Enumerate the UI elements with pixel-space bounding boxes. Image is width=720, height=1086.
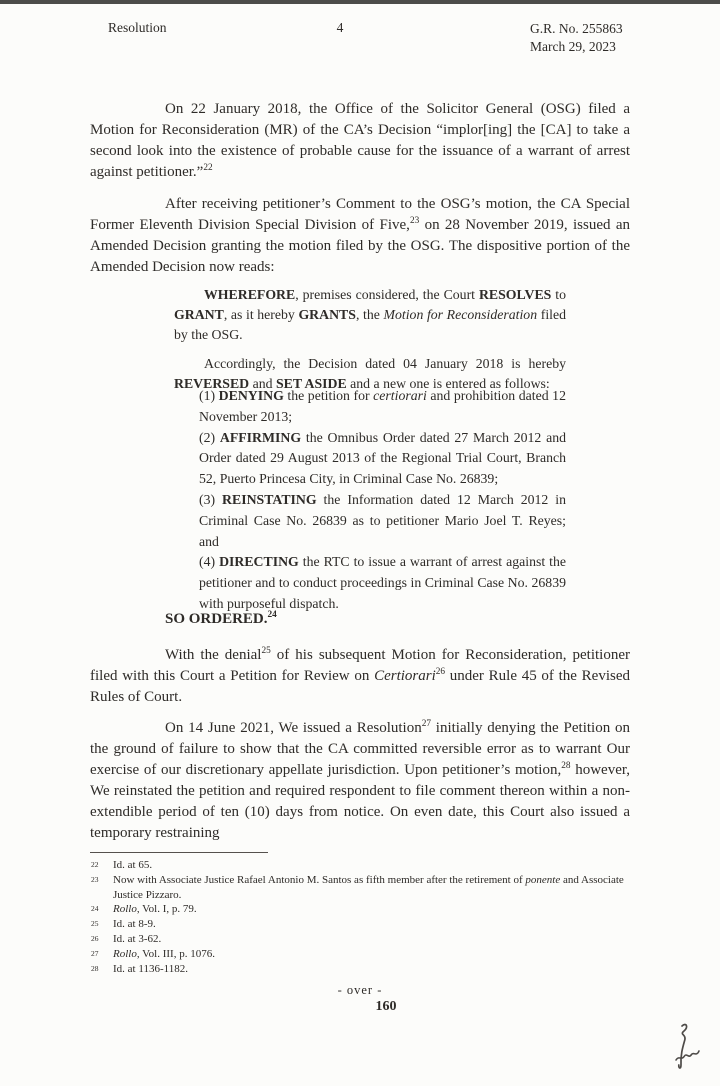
footnote-text: Id. at 8-9. <box>113 918 156 931</box>
footnote-row <box>90 932 650 947</box>
footnote-row <box>90 962 650 977</box>
header-case-number: G.R. No. 255863 <box>530 21 623 36</box>
page-footer <box>0 983 720 1015</box>
footnote-row <box>90 873 650 903</box>
footnote-text: Id. at 1136-1182. <box>113 962 188 975</box>
footnote-text: Id. at 3-62. <box>113 932 162 945</box>
over-label: - over - <box>337 983 383 997</box>
footnote-number: 23 <box>91 874 99 884</box>
footnote-text: Id. at 65. <box>113 859 153 871</box>
footnote-number: 22 <box>91 860 99 869</box>
paragraph-osg-motion: On 22 January 2018, the Office of the Solicitor General (OSG) filed a Motion for Reconsideration (MR) of the CA’s Decision “implor[ing] the [CA] to take a second look into the existence of probable cause for the issuance of a warrant of arrest against petitioner.”$^{22}$ <box>90 101 630 180</box>
signature-scribble-icon <box>666 1020 702 1081</box>
list-item: (4) DIRECTING the RTC to issue a warrant of arrest against the petitioner and to conduct proceedings in Criminal Case No. 26839 with purposeful dispatch. <box>199 554 566 611</box>
footer-page-ref: 160 <box>375 999 397 1014</box>
footnotes-block <box>90 858 650 976</box>
header-page-number: 4 <box>336 20 344 35</box>
list-item: (2) AFFIRMING the Omnibus Order dated 27 March 2012 and Order dated 29 August 2013 of the Regional Trial Court, Branch 52, Puerto Princesa City, in Criminal Case No. 26839; <box>199 429 566 487</box>
footnote-number: 25 <box>91 919 99 929</box>
list-item: (3) REINSTATING the Information dated 12 March 2012 in Criminal Case No. 26839 as to petitioner Mario Joel T. Reyes; and <box>199 491 566 549</box>
scan-edge-artifact <box>0 0 720 4</box>
footnote-number: 24 <box>91 904 99 914</box>
quote-wherefore: WHEREFORE, premises considered, the Court RESOLVES to GRANT, as it hereby GRANTS, the Motion for Reconsideration filed by the OSG. <box>174 286 567 342</box>
paragraph-petition-review: With the denial$^{25}$ of his subsequent Motion for Reconsideration, petitioner filed with this Court a Petition for Review on Certiorari$^{26}$ under Rule 45 of the Revised Rules of Court. <box>90 646 630 705</box>
list-item: (1) DENYING the petition for certiorari and prohibition dated 12 November 2013; <box>199 388 566 424</box>
footnote-number: 27 <box>91 948 99 958</box>
footnote-separator <box>90 852 268 853</box>
quote-accordingly: Accordingly, the Decision dated 04 January 2018 is hereby REVERSED and SET ASIDE and a new one is entered as follows: <box>174 355 566 391</box>
paragraph-amended-decision: After receiving petitioner’s Comment to the OSG’s motion, the CA Special Former Eleventh Division Special Division of Five,$^{23}$ on 28 November 2019, issued an Amended Decision granting the motion filed by the OSG. The dispositive portion of the Amended Decision now reads: <box>90 196 630 275</box>
footnote-row <box>90 917 650 932</box>
footnote-row <box>90 947 650 962</box>
header-date: March 29, 2023 <box>530 39 616 54</box>
footnote-row <box>90 858 650 873</box>
paragraph-resolution-2021: On 14 June 2021, We issued a Resolution$^{27}$ initially denying the Petition on the ground of failure to show that the CA committed reversible error as to warrant Our exercise of our discretionary appellate jurisdiction. Upon petitioner’s motion,$^{28}$ however, We reinstated the petition and required respondent to file comment thereon within a non-extendible period of ten (10) days from notice. On even date, this Court also issued a temporary restraining <box>90 719 631 841</box>
dispositive-list <box>199 386 566 615</box>
so-ordered-clause: SO ORDERED.$^{24}$ <box>165 610 277 627</box>
header-doc-type: Resolution <box>108 20 167 35</box>
footnote-text: Now with Associate Justice Rafael Antonio M. Santos as fifth member after the retirement of ponente and Associate Justice Pizzaro. <box>113 873 624 901</box>
header-case-block <box>530 20 623 56</box>
footnote-text: Rollo, Vol. I, p. 79. <box>113 903 197 916</box>
footnote-number: 28 <box>91 963 99 973</box>
footnote-text: Rollo, Vol. III, p. 1076. <box>113 947 215 960</box>
footnote-number: 26 <box>91 933 99 943</box>
footnote-row <box>90 902 650 917</box>
